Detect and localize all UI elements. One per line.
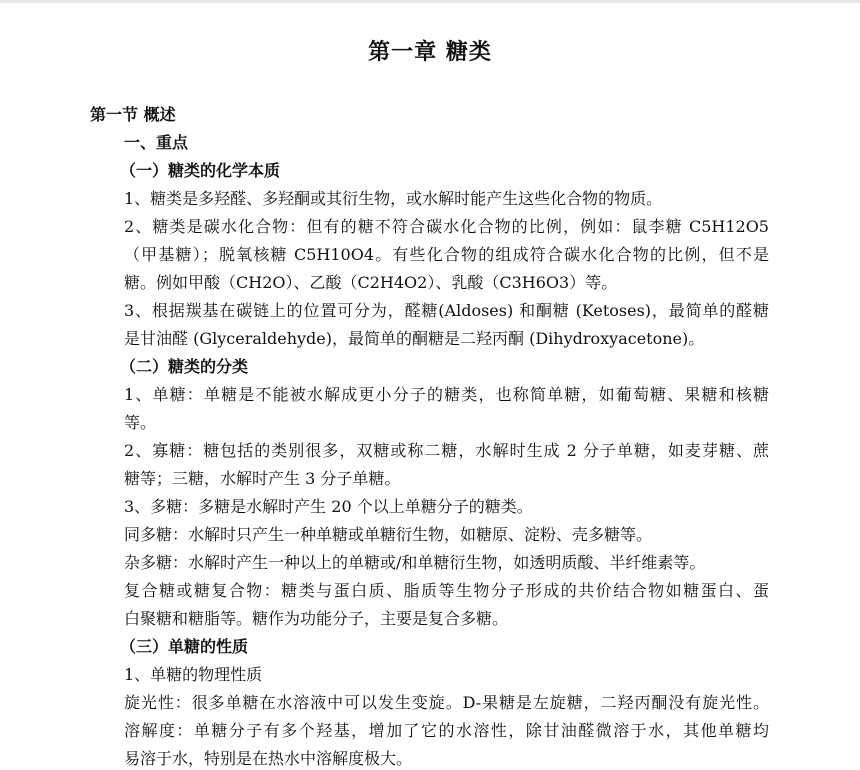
paragraph-line: 1、单糖的物理性质 <box>124 665 263 684</box>
paragraph-line: 复合糖或糖复合物：糖类与蛋白质、脂质等生物分子形成的共价结合物如糖蛋白、蛋 <box>124 581 769 600</box>
paragraph-line: 1、单糖：单糖是不能被水解成更小分子的糖类，也称简单糖，如葡萄糖、果糖和核糖 <box>124 385 769 404</box>
paragraph-line: 同多糖：水解时只产生一种单糖或单糖衍生物，如糖原、淀粉、壳多糖等。 <box>124 525 653 544</box>
subsection-heading-chemical-nature: （一）糖类的化学本质 <box>120 161 281 180</box>
paragraph-line: 白聚糖和糖脂等。糖作为功能分子，主要是复合多糖。 <box>124 609 509 628</box>
chapter-title: 第一章 糖类 <box>368 40 492 65</box>
paragraph-line: 糖。例如甲酸（CH2O）、乙酸（C2H4O2）、乳酸（C3H6O3）等。 <box>124 273 618 292</box>
paragraph-line: 糖等；三糖，水解时产生 3 分子单糖。 <box>124 469 401 488</box>
paragraph-line: 2、糖类是碳水化合物：但有的糖不符合碳水化合物的比例，例如：鼠李糖 C5H12O5 <box>124 217 769 236</box>
paragraph-line: 3、根据羰基在碳链上的位置可分为，醛糖(Aldoses) 和酮糖 (Ketoses)，最简单的醛糖 <box>124 301 769 320</box>
paragraph-line: 杂多糖：水解时产生一种以上的单糖或/和单糖衍生物，如透明质酸、半纤维素等。 <box>124 553 706 572</box>
paragraph-line: 易溶于水，特别是在热水中溶解度极大。 <box>124 749 413 768</box>
paragraph-line: 是甘油醛 (Glyceraldehyde)，最简单的酮糖是二羟丙酮 (Dihydroxyacetone)。 <box>124 329 705 348</box>
paragraph-line: 2、寡糖：糖包括的类别很多，双糖或称二糖，水解时生成 2 分子单糖，如麦芽糖、蔗 <box>124 441 769 460</box>
section-title: 第一节 概述 <box>90 105 176 124</box>
paragraph-line: 3、多糖：多糖是水解时产生 20 个以上单糖分子的糖类。 <box>124 497 533 516</box>
subsection-heading-classification: （二）糖类的分类 <box>120 357 249 376</box>
paragraph-line: 溶解度：单糖分子有多个羟基，增加了它的水溶性，除甘油醛微溶于水，其他单糖均 <box>124 721 769 740</box>
paragraph-line: 等。 <box>124 413 157 432</box>
key-points-heading: 一、重点 <box>124 133 189 152</box>
paragraph-line: 旋光性：很多单糖在水溶液中可以发生变旋。D-果糖是左旋糖，二羟丙酮没有旋光性。 <box>124 693 769 712</box>
paragraph-line: 1、糖类是多羟醛、多羟酮或其衍生物，或水解时能产生这些化合物的物质。 <box>124 189 663 208</box>
paragraph-line: （甲基糖）；脱氧核糖 C5H10O4。有些化合物的组成符合碳水化合物的比例，但不是 <box>124 245 769 264</box>
subsection-heading-monosaccharide-properties: （三）单糖的性质 <box>120 637 249 656</box>
